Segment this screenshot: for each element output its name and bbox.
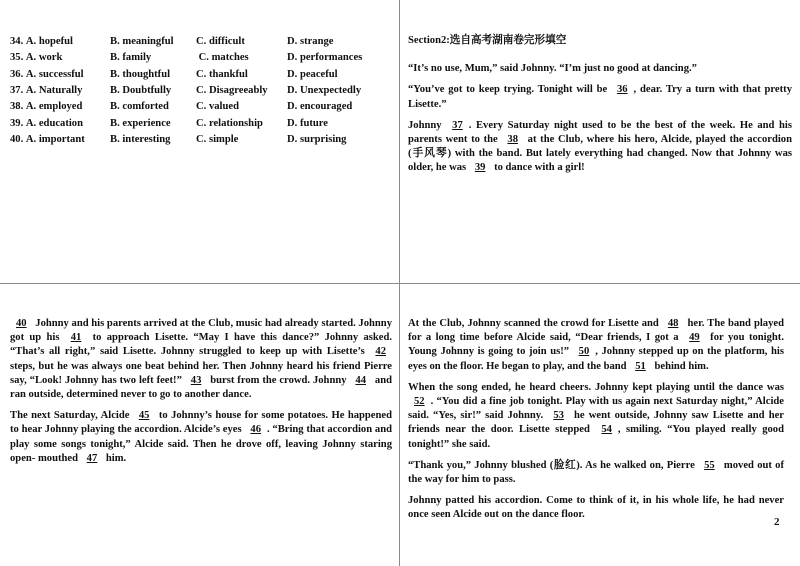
blank-43: 43 — [190, 374, 202, 386]
option-c: C. relationship — [196, 117, 263, 129]
option-b: B. interesting — [110, 133, 171, 145]
option-row-34 — [10, 34, 395, 50]
paragraph: “Thank you,” Johnny blushed (脸红). As he walked on, Pierre 55 moved out of the way for him to pass. — [408, 459, 784, 486]
option-a: A. employed — [25, 101, 83, 113]
blank-40: 40 — [16, 318, 27, 329]
question-number: 40. — [10, 133, 24, 145]
option-row-35 — [10, 50, 395, 66]
question-number: 39. — [10, 117, 24, 129]
page-number: 2 — [774, 516, 780, 528]
blank-53: 53 — [553, 410, 564, 422]
paragraph: Johnny 37 . Every Saturday night used to be the best of the week. He and his parents went to the 38 at the Club, where his hero, Alcide, played the accordion (手风琴) with the band. But lately everything had changed. Now that Johnny was older, he was 39 to dance with a girl! — [408, 119, 792, 176]
passage-start — [408, 34, 792, 183]
paragraph: “You’ve got to keep trying. Tonight will be 36 , dear. Try a turn with that pretty Lisette.” — [408, 84, 792, 110]
blank-37: 37 — [452, 119, 463, 131]
paragraph: Johnny patted his accordion. Come to think of it, in his whole life, he had never once seen Alcide out on the dance floor. — [408, 495, 784, 521]
paragraph: When the song ended, he heard cheers. Johnny kept playing until the dance was 52 . “You did a fine job tonight. Play with us again next Saturday night,” Alcide said. “Yes, sir!” said Johnny. 53 he went outside, Johnny saw Lisette and her friends near the door. Lisette stepped 54 , smiling. “You played really good tonight!” she said. — [408, 381, 784, 450]
option-a: A. important — [25, 133, 85, 145]
blank-46: 46 — [250, 424, 261, 436]
option-c: C. valued — [196, 101, 239, 113]
blank-47: 47 — [86, 452, 98, 464]
blank-50: 50 — [578, 346, 590, 358]
option-b: B. comforted — [110, 101, 169, 113]
blank-39: 39 — [474, 162, 486, 174]
option-a: A. Naturally — [25, 84, 83, 96]
option-a: A. work — [25, 52, 63, 64]
option-a: A. successful — [25, 68, 84, 80]
option-d: D. future — [287, 117, 328, 129]
blank-49: 49 — [689, 332, 700, 344]
paragraph: “It’s no use, Mum,” said Johnny. “I’m just no good at dancing.” — [408, 63, 697, 75]
option-c: C. difficult — [196, 36, 245, 48]
blank-41: 41 — [70, 332, 82, 344]
option-c: C. thankful — [196, 68, 248, 80]
option-row-39 — [10, 115, 395, 131]
option-d: D. peaceful — [287, 68, 338, 80]
option-d: D. surprising — [287, 133, 347, 145]
blank-42: 42 — [375, 346, 386, 358]
option-d: D. encouraged — [287, 101, 353, 113]
blank-45: 45 — [138, 410, 150, 422]
question-number: 34. — [10, 36, 24, 48]
option-row-37 — [10, 83, 395, 99]
blank-44: 44 — [355, 374, 367, 386]
section-title: Section2:选自高考湖南卷完形填空 — [408, 35, 567, 46]
option-a: A. hopeful — [25, 36, 73, 48]
blank-51: 51 — [635, 360, 646, 372]
option-d: D. Unexpectedly — [287, 84, 362, 96]
question-number: 38. — [10, 101, 24, 113]
blank-52: 52 — [414, 396, 425, 408]
option-row-40 — [10, 132, 395, 148]
option-c: C. simple — [196, 133, 239, 145]
blank-55: 55 — [704, 459, 715, 471]
option-row-36 — [10, 67, 395, 83]
paragraph: 40 Johnny and his parents arrived at the Club, music had already started. Johnny got up his 41 to approach Lisette. “May I have this dance?” Johnny asked. “That’s all right,” said Lisette. Johnny struggled to keep up with Lisette’s 42 steps, but he was always one beat behind her. Then Johnny heard his friend Pierre say, “Look! Johnny has two left feet!” 43 burst from the crowd. Johnny 44 and ran outside, determined never to go to another dance. — [10, 318, 392, 401]
option-d: D. performances — [287, 52, 363, 64]
option-d: D. strange — [287, 36, 334, 48]
option-c: C. Disagreeably — [196, 84, 268, 96]
blank-54: 54 — [601, 424, 612, 436]
option-b: B. thoughtful — [110, 68, 171, 80]
blank-48: 48 — [667, 318, 679, 329]
blank-36: 36 — [616, 84, 628, 96]
options-list — [10, 34, 395, 148]
option-b: B. experience — [110, 117, 171, 129]
question-number: 35. — [10, 52, 24, 64]
paragraph: At the Club, Johnny scanned the crowd for Lisette and 48 her. The band played for a long time before Alcide said, “Dear friends, I got a 49 for you tonight. Young Johnny is going to join us!” 50 , Johnny stepped up on the platform, his eyes on the floor. He began to play, and the band 51 behind him. — [408, 317, 784, 374]
passage-end — [408, 317, 784, 530]
option-b: B. family — [110, 52, 152, 64]
option-b: B. meaningful — [110, 36, 174, 48]
option-row-38 — [10, 99, 395, 115]
option-a: A. education — [25, 117, 83, 129]
option-c: C. matches — [196, 52, 249, 64]
paragraph: The next Saturday, Alcide 45 to Johnny’s house for some potatoes. He happened to hear Johnny playing the accordion. Alcide’s eyes 46 . “Bring that accordion and play some songs tonight,” Alcide said. Then he drove off, leaving Johnny staring open- mouthed 47 him. — [10, 409, 392, 466]
option-b: B. Doubtfully — [110, 84, 172, 96]
horizontal-divider — [0, 283, 800, 284]
passage-middle — [10, 317, 392, 473]
question-number: 37. — [10, 84, 24, 96]
blank-38: 38 — [507, 134, 518, 146]
question-number: 36. — [10, 68, 24, 80]
